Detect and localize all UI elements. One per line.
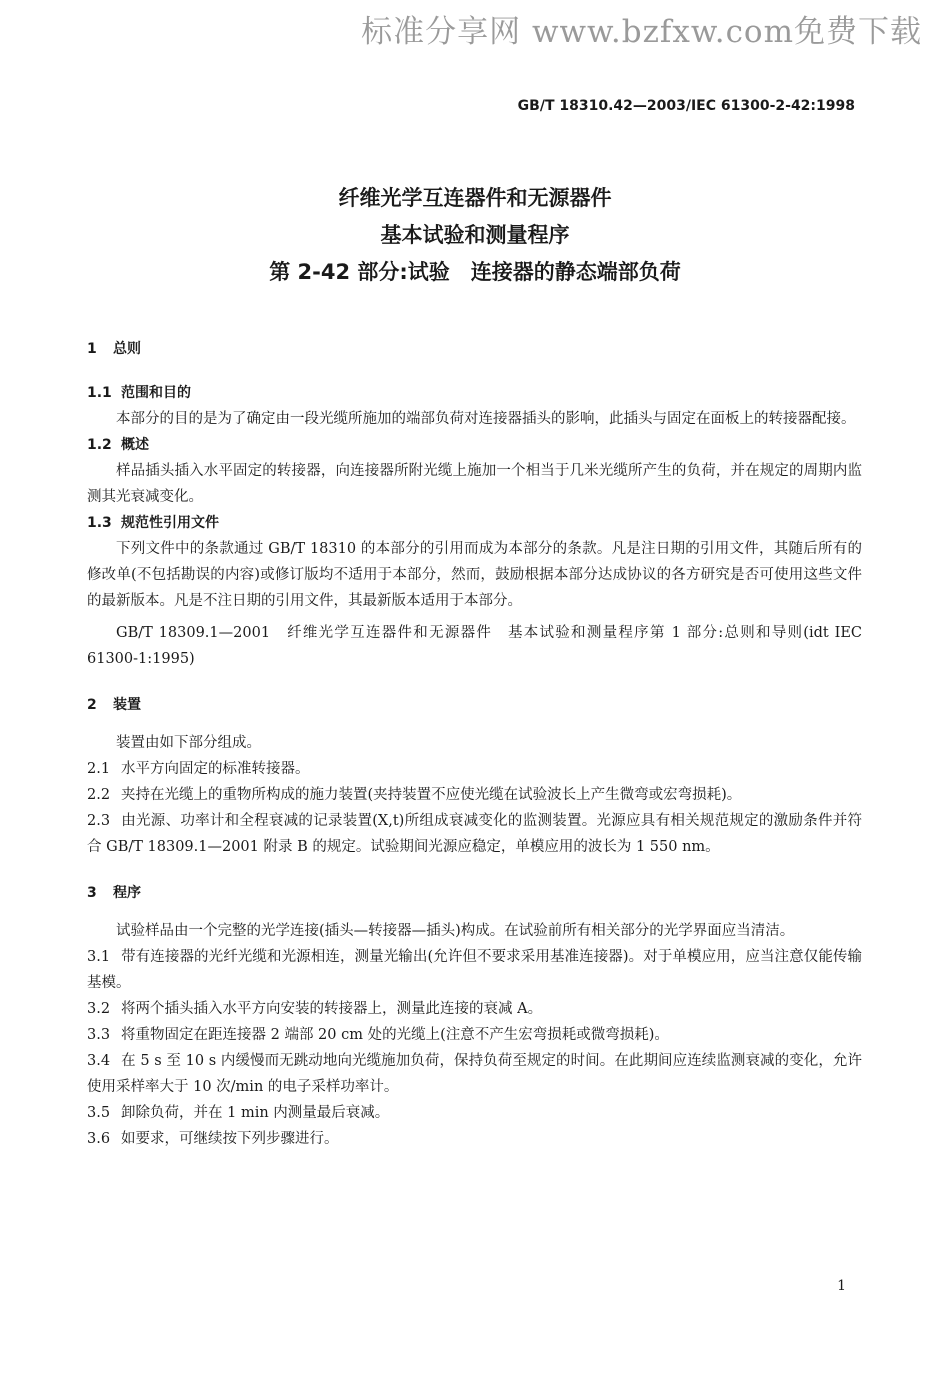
item-text: 将两个插头插入水平方向安装的转接器上，测量此连接的衰减 A。	[121, 1001, 543, 1017]
section-title: 规范性引用文件	[121, 515, 219, 531]
item-number: 3.6	[87, 1131, 111, 1147]
list-item	[87, 756, 862, 782]
paragraph: 样品插头插入水平固定的转接器，向连接器所附光缆上施加一个相当于几米光缆所产生的负荷，并在规定的周期内监测其光衰减变化。	[87, 463, 862, 505]
item-number: 3.2	[87, 1001, 111, 1017]
section-1-2-heading	[87, 432, 862, 458]
normative-reference: GB/T 18309.1—2001 纤维光学互连器件和无源器件 基本试验和测量程序第 1 部分:总则和导则(idt IEC 61300-1:1995)	[87, 625, 862, 667]
paragraph: 试验样品由一个完整的光学连接(插头—转接器—插头)构成。在试验前所有相关部分的光学界面应当清洁。	[116, 923, 795, 939]
item-number: 2.3	[87, 813, 111, 829]
title-line-1: 纤维光学互连器件和无源器件	[338, 186, 612, 210]
section-number: 1.2	[87, 437, 112, 453]
list-item	[87, 944, 862, 996]
item-number: 3.1	[87, 949, 111, 965]
watermark: 标准分享网 www.bzfxw.com免费下载	[361, 14, 922, 50]
page-number: 1	[837, 1278, 846, 1294]
list-item	[87, 996, 862, 1022]
list-item	[87, 782, 862, 808]
section-number: 2	[87, 697, 97, 713]
document-body	[87, 336, 862, 1152]
item-number: 2.2	[87, 787, 111, 803]
item-text: 如要求，可继续按下列步骤进行。	[121, 1131, 339, 1147]
paragraph: 下列文件中的条款通过 GB/T 18310 的本部分的引用而成为本部分的条款。凡是注日期的引用文件，其随后所有的修改单(不包括勘误的内容)或修订版均不适用于本部分，然而，鼓励根据本部分达成协议的各方研究是否可使用这些文件的最新版本。凡是不注日期的引用文件，其最新版本适用于本部分。	[87, 541, 862, 609]
item-number: 3.4	[87, 1053, 111, 1069]
item-text: 将重物固定在距连接器 2 端部 20 cm 处的光缆上(注意不产生宏弯损耗或微弯损耗)。	[121, 1027, 669, 1043]
item-text: 卸除负荷，并在 1 min 内测量最后衰减。	[121, 1105, 390, 1121]
list-item	[87, 1022, 862, 1048]
section-1-heading	[87, 336, 862, 362]
section-number: 1.3	[87, 515, 112, 531]
section-title: 范围和目的	[121, 385, 191, 401]
list-item	[87, 808, 862, 860]
section-number: 1	[87, 341, 97, 357]
section-1-1-heading	[87, 380, 862, 406]
title-line-3: 第 2-42 部分:试验 连接器的静态端部负荷	[269, 260, 681, 284]
section-title: 概述	[121, 437, 149, 453]
section-3-heading	[87, 880, 862, 906]
item-text: 在 5 s 至 10 s 内缓慢而无跳动地向光缆施加负荷，保持负荷至规定的时间。在此期间应连续监测衰减的变化，允许使用采样率大于 10 次/min 的电子采样功率计。	[87, 1053, 862, 1095]
section-2-heading	[87, 692, 862, 718]
item-text: 夹持在光缆上的重物所构成的施力装置(夹持装置不应使光缆在试验波长上产生微弯或宏弯损耗)。	[121, 787, 742, 803]
list-item	[87, 1100, 862, 1126]
paragraph: 装置由如下部分组成。	[116, 735, 261, 751]
section-1-3-heading	[87, 510, 862, 536]
item-number: 2.1	[87, 761, 111, 777]
item-number: 3.3	[87, 1027, 111, 1043]
section-title: 总则	[113, 341, 141, 357]
item-number: 3.5	[87, 1105, 111, 1121]
section-title: 装置	[113, 697, 141, 713]
section-number: 3	[87, 885, 97, 901]
list-item	[87, 1126, 862, 1152]
item-text: 带有连接器的光纤光缆和光源相连，测量光输出(允许但不要求采用基准连接器)。对于单模应用，应当注意仅能传输基模。	[87, 949, 862, 991]
paragraph: 本部分的目的是为了确定由一段光缆所施加的端部负荷对连接器插头的影响，此插头与固定在面板上的转接器配接。	[116, 411, 856, 427]
list-item	[87, 1048, 862, 1100]
section-title: 程序	[113, 885, 141, 901]
item-text: 由光源、功率计和全程衰减的记录装置(X,t)所组成衰减变化的监测装置。光源应具有相关规范规定的激励条件并符合 GB/T 18309.1—2001 附录 B 的规定。试验期间光源应稳定，单模应用的波长为 1 550 nm。	[87, 813, 862, 855]
item-text: 水平方向固定的标准转接器。	[121, 761, 310, 777]
title-line-2: 基本试验和测量程序	[380, 223, 570, 247]
document-title	[0, 180, 950, 291]
standard-code: GB/T 18310.42—2003/IEC 61300-2-42:1998	[517, 98, 855, 114]
section-number: 1.1	[87, 385, 112, 401]
